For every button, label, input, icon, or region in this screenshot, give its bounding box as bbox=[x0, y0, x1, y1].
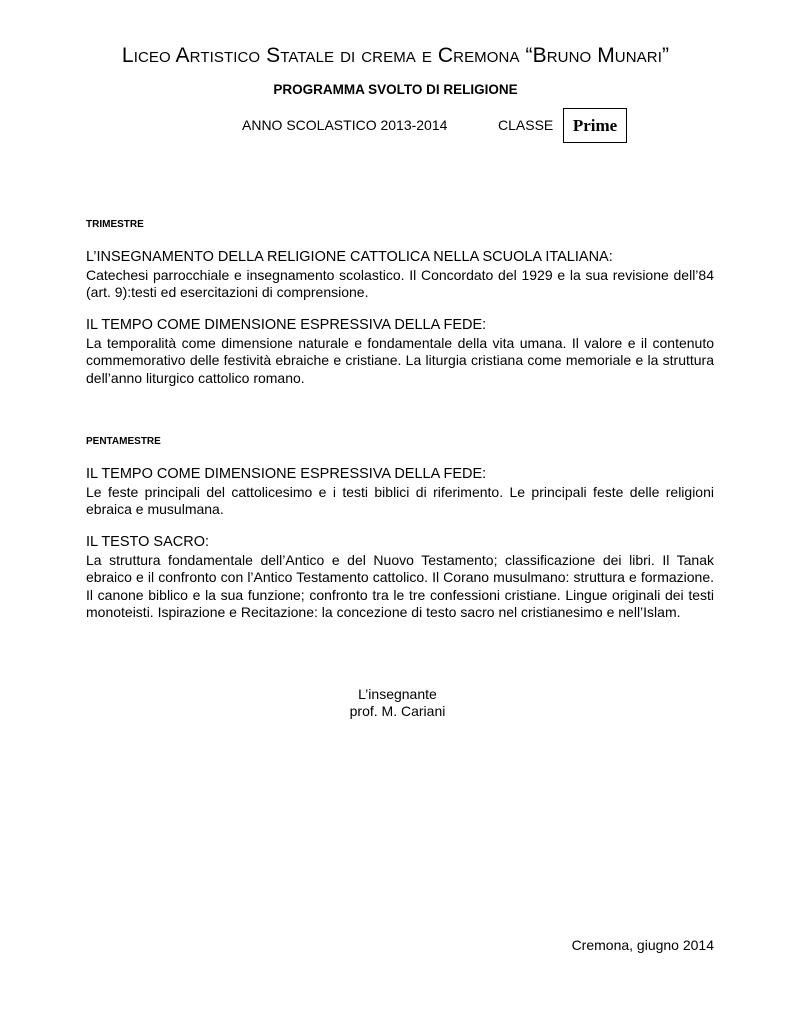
school-year: ANNO SCOLASTICO 2013-2014 bbox=[242, 117, 448, 133]
section-body: La struttura fondamentale dell’Antico e del Nuovo Testamento; classificazione dei libri. Il Tanak ebraico e il confronto con l’Antico Testamento cattolico. Il Corano musulmano: struttura e formazione. Il canone biblico e la sua funzione; confronto tra le tre confessioni cristiane. Lingue originali dei testi monoteisti. Ispirazione e Recitazione: la concezione di testo sacro nel cristianesimo e nell’Islam. bbox=[86, 551, 714, 620]
section-insegnamento bbox=[86, 249, 714, 302]
section-body: Catechesi parrocchiale e insegnamento scolastico. Il Concordato del 1929 e la sua revisione dell’84 (art. 9):testi ed esercitazioni di comprensione. bbox=[86, 266, 714, 300]
term-label-trimestre: TRIMESTRE bbox=[86, 219, 144, 230]
class-label: CLASSE bbox=[498, 117, 554, 133]
section-heading: IL TEMPO COME DIMENSIONE ESPRESSIVA DELLA FEDE: bbox=[86, 466, 487, 482]
document-subtitle: PROGRAMMA SVOLTO DI RELIGIONE bbox=[273, 82, 518, 97]
section-heading: IL TESTO SACRO: bbox=[86, 534, 210, 550]
signature-block bbox=[0, 686, 791, 720]
section-tempo-pentamestre bbox=[86, 466, 714, 519]
signature-role: L’insegnante bbox=[358, 686, 437, 702]
school-title: Liceo Artistico Statale di crema e Cremona “Bruno Munari” bbox=[121, 44, 670, 67]
section-body: Le feste principali del cattolicesimo e i testi biblici di riferimento. Le principali feste delle religioni ebraica e musulmana. bbox=[86, 483, 714, 517]
place-date: Cremona, giugno 2014 bbox=[571, 937, 714, 953]
section-tempo-trimestre bbox=[86, 317, 714, 387]
term-label-pentamestre: PENTAMESTRE bbox=[86, 436, 161, 447]
signature-name: prof. M. Cariani bbox=[349, 703, 446, 719]
section-body: La temporalità come dimensione naturale e fondamentale della vita umana. Il valore e il contenuto commemorativo delle festività ebraiche e cristiane. La liturgia cristiana come memoriale e la struttura dell’anno liturgico cattolico romano. bbox=[86, 334, 714, 386]
section-heading: L’INSEGNAMENTO DELLA RELIGIONE CATTOLICA NELLA SCUOLA ITALIANA: bbox=[86, 249, 613, 265]
section-heading: IL TEMPO COME DIMENSIONE ESPRESSIVA DELLA FEDE: bbox=[86, 317, 487, 333]
section-testo-sacro bbox=[86, 534, 714, 622]
class-value-box: Prime bbox=[563, 108, 627, 143]
